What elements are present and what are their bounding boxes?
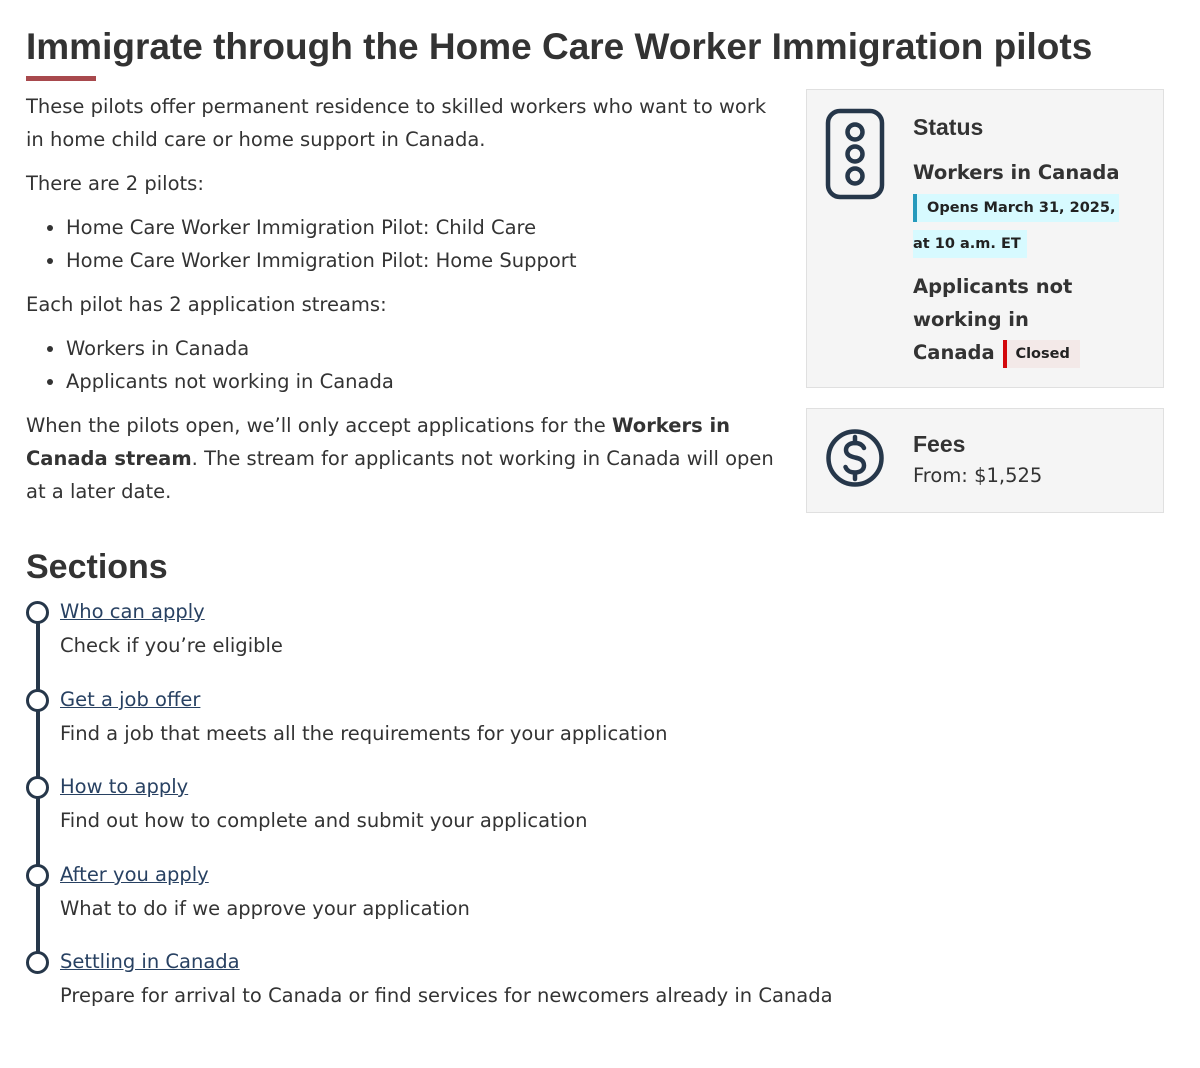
workers-in-canada-title: Workers in Canada (913, 161, 1120, 184)
section-description: Prepare for arrival to Canada or find services for newcomers already in Canada (60, 984, 833, 1007)
status-badge-open (913, 192, 1116, 261)
list-item: • Workers in Canada (66, 332, 786, 365)
section-item-get-a-job-offer (26, 688, 926, 768)
pilots-open-paragraph (26, 409, 786, 508)
timeline-dot (26, 601, 49, 624)
status-badge-text: Opens March 31, 2025, (913, 194, 1119, 222)
pilots-list (26, 211, 786, 277)
list-item: • Home Care Worker Immigration Pilot: Child Care (66, 211, 786, 244)
list-item: • Home Care Worker Immigration Pilot: Home Support (66, 244, 786, 277)
fees-heading: Fees (913, 431, 966, 457)
status-badge-text: at 10 a.m. ET (913, 230, 1027, 258)
section-item-after-you-apply (26, 863, 926, 943)
timeline-dot (26, 776, 49, 799)
list-item: • Applicants not working in Canada (66, 365, 786, 398)
stream-title-text: Applicants not working in Canada (913, 275, 1073, 364)
dollar-icon (825, 427, 885, 493)
section-link-settling-in-canada[interactable]: Settling in Canada (60, 950, 240, 973)
fees-card (806, 408, 1164, 513)
section-description: Check if you’re eligible (60, 634, 283, 657)
status-badge-closed: Closed (1003, 340, 1079, 368)
intro-paragraph: These pilots offer permanent residence to skilled workers who want to work in home child care or home support in Canada. (26, 95, 767, 151)
section-description: What to do if we approve your application (60, 897, 470, 920)
page-title: Immigrate through the Home Care Worker Immigration pilots (26, 26, 1093, 67)
section-link-after-you-apply[interactable]: After you apply (60, 863, 209, 886)
streams-intro-text: Each pilot has 2 application streams: (26, 293, 387, 316)
timeline-dot (26, 864, 49, 887)
section-link-who-can-apply[interactable]: Who can apply (60, 600, 205, 623)
section-description: Find out how to complete and submit your application (60, 809, 588, 832)
traffic-light-icon (825, 108, 885, 204)
status-heading: Status (913, 114, 984, 140)
section-item-settling-in-canada (26, 950, 926, 1030)
streams-list (26, 332, 786, 398)
title-underline (26, 76, 96, 81)
sections-heading: Sections (26, 548, 168, 586)
pilots-intro-text: There are 2 pilots: (26, 172, 204, 195)
bold-stream-name: Workers in Canada stream (26, 414, 731, 470)
timeline-dot (26, 689, 49, 712)
status-card (806, 89, 1164, 388)
section-description: Find a job that meets all the requirements for your application (60, 722, 668, 745)
paragraph-text: . The stream for applicants not working in Canada will open at a later date. (26, 447, 774, 503)
section-item-how-to-apply (26, 775, 926, 855)
section-item-who-can-apply (26, 600, 926, 680)
fees-value: From: $1,525 (913, 464, 1043, 487)
paragraph-text: When the pilots open, we’ll only accept applications for the (26, 414, 612, 437)
section-link-how-to-apply[interactable]: How to apply (60, 775, 189, 798)
intro-content (26, 90, 786, 519)
section-link-get-a-job-offer[interactable]: Get a job offer (60, 688, 201, 711)
timeline-dot (26, 951, 49, 974)
applicants-not-working-title (913, 270, 1083, 369)
